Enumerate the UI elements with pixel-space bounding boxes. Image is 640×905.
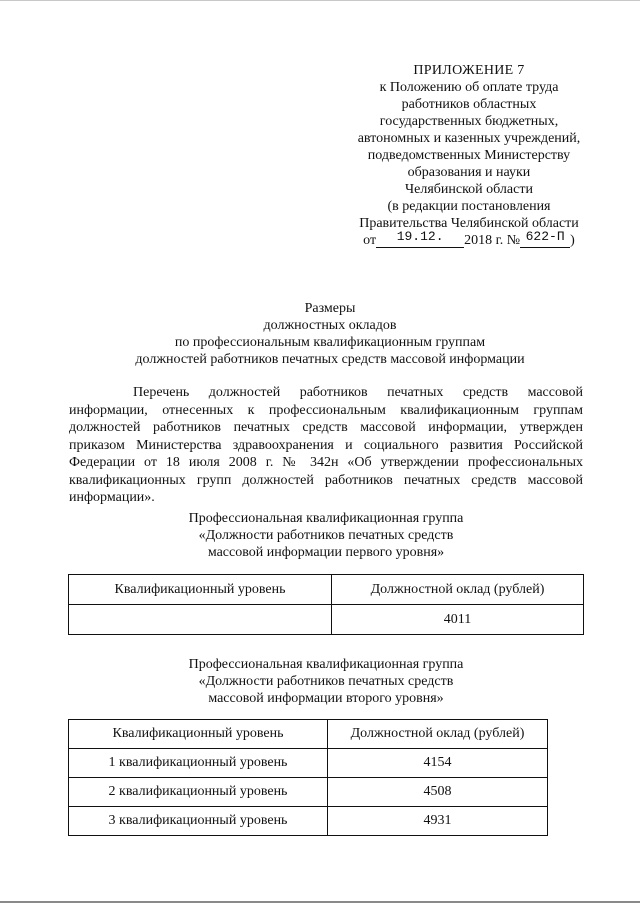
group-heading-line: Профессиональная квалификационная группа [188,657,464,672]
close-paren: ) [570,233,575,248]
resolution-reference-line [318,229,620,249]
group-heading-line: массовой информации первого уровня» [207,545,445,560]
salary-cell: 4154 [328,749,548,778]
intro-paragraph: Перечень должностей работников печатных средств массовой информации, отнесенных к профессиональным квалификационным группам должностей работников печатных средств массовой информации, утвержден приказом Министерства здравоохранения и социального развития Российской Федерации от 18 июля 2008 г. № 342н «Об утверждении профессиональных квалификационных групп должностей работников печатных средств массовой информации». [69,385,583,505]
appendix-line: (в редакции постановления [387,199,551,214]
level-cell [69,605,332,635]
column-header-level: Квалификационный уровень [69,720,328,749]
table-header-row [69,720,548,749]
table-row [69,778,548,807]
appendix-line: автономных и казенных учреждений, [357,131,581,146]
group-heading-line: Профессиональная квалификационная группа [188,511,464,526]
resolution-date: 19.12. [396,229,444,244]
appendix-line: к Положению об оплате труда [379,80,559,95]
appendix-line: образования и науки [407,165,531,180]
salary-cell: 4011 [332,605,584,635]
resolution-date-field [376,229,464,248]
appendix-line: Челябинской области [405,182,533,197]
group-heading-line: массовой информации второго уровня» [208,691,444,706]
resolution-year: 2018 г. № [464,233,521,248]
appendix-line: работников областных [401,97,537,112]
appendix-title: ПРИЛОЖЕНИЕ 7 [413,63,525,78]
appendix-header [318,62,620,249]
group-1-heading [69,510,583,561]
resolution-number: 622-П [525,229,565,244]
title-line: по профессиональным квалификационным группам [174,335,486,350]
appendix-line: государственных бюджетных, [379,114,559,129]
column-header-salary: Должностной оклад (рублей) [328,720,548,749]
salary-table-level-2 [68,719,548,836]
table-header-row [69,575,584,605]
column-header-salary: Должностной оклад (рублей) [332,575,584,605]
table-row [69,605,584,635]
table-row [69,807,548,836]
appendix-line: Правительства Челябинской области [359,216,579,231]
salary-table-level-1 [68,574,584,635]
title-line: Размеры [304,301,356,316]
appendix-line: подведомственных Министерству [367,148,571,163]
level-cell: 3 квалификационный уровень [69,807,328,836]
level-cell: 1 квалификационный уровень [69,749,328,778]
level-cell: 2 квалификационный уровень [69,778,328,807]
page-bottom-edge [0,901,640,903]
page-top-edge [0,0,640,1]
group-heading-line: «Должности работников печатных средств [198,528,454,543]
column-header-level: Квалификационный уровень [69,575,332,605]
title-line: должностей работников печатных средств массовой информации [135,352,525,367]
salary-cell: 4931 [328,807,548,836]
group-heading-line: «Должности работников печатных средств [198,674,454,689]
title-line: должностных окладов [263,318,397,333]
table-row [69,749,548,778]
document-title [40,300,620,368]
from-prefix: от [363,233,377,248]
group-2-heading [69,656,583,707]
resolution-number-field [520,229,570,248]
salary-cell: 4508 [328,778,548,807]
